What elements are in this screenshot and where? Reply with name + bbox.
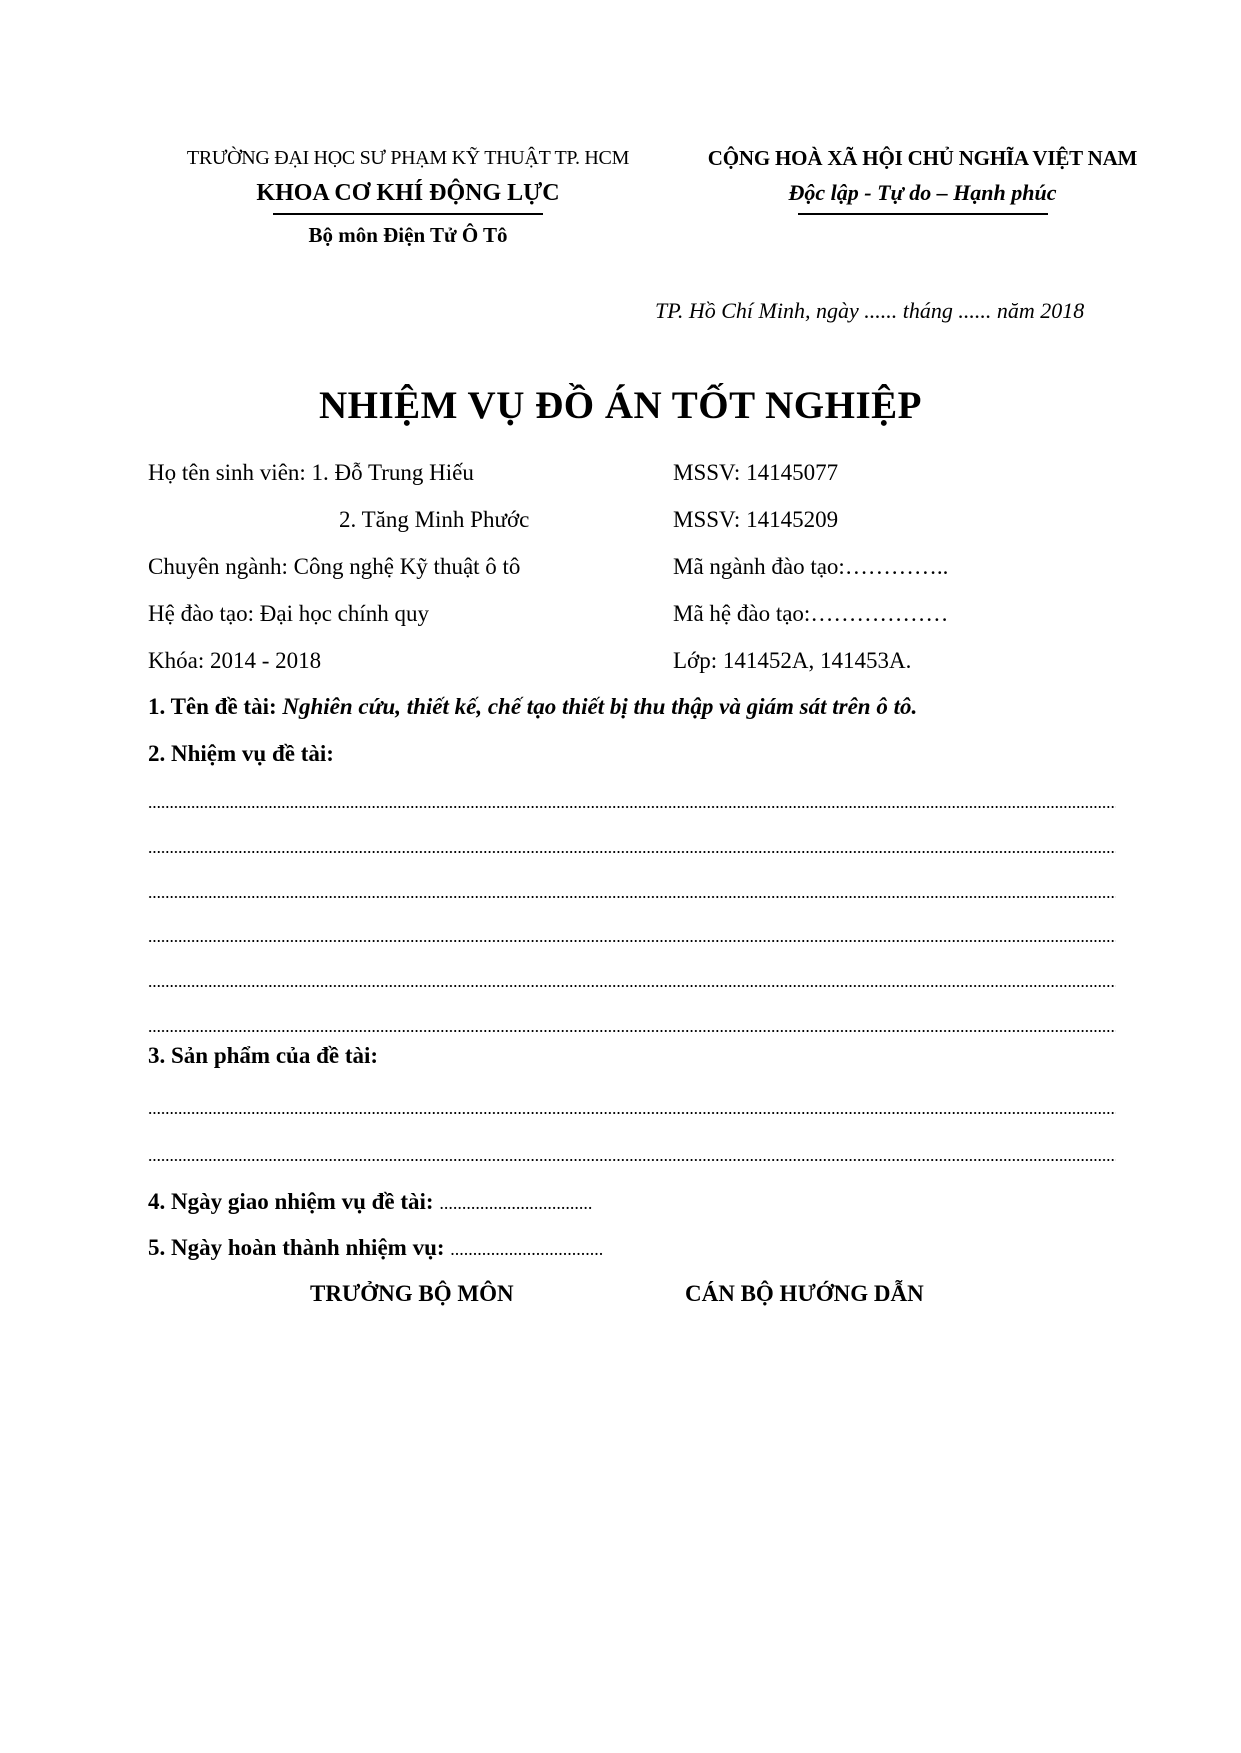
mssv-1: MSSV: 14145077 — [673, 460, 839, 485]
section-2-label: 2. Nhiệm vụ đề tài: — [148, 741, 334, 766]
task-line-3 — [148, 896, 1116, 899]
signature-head-of-department: TRƯỞNG BỘ MÔN — [310, 1281, 514, 1306]
task-line-4 — [148, 940, 1116, 943]
university-name: TRƯỜNG ĐẠI HỌC SƯ PHẠM KỸ THUẬT TP. HCM — [186, 147, 630, 169]
task-line-1 — [148, 806, 1116, 809]
section-5-value: .................................. — [450, 1239, 604, 1259]
header-left — [148, 143, 668, 255]
country-name: CỘNG HOÀ XÃ HỘI CHỦ NGHĨA VIỆT NAM — [707, 146, 1138, 170]
document-title: NHIỆM VỤ ĐỒ ÁN TỐT NGHIỆP — [318, 384, 922, 427]
section-5-label: 5. Ngày hoàn thành nhiệm vụ: — [148, 1235, 451, 1260]
student-1: Họ tên sinh viên: 1. Đỗ Trung Hiếu — [148, 460, 474, 485]
task-line-6 — [148, 1030, 1116, 1033]
signature-supervisor: CÁN BỘ HƯỚNG DẪN — [685, 1281, 924, 1306]
section-1-value: Nghiên cứu, thiết kế, chế tạo thiết bị thu thập và giám sát trên ô tô. — [282, 694, 918, 719]
major-code: Mã ngành đào tạo:………….. — [673, 554, 949, 579]
section-1-label: 1. Tên đề tài: — [148, 694, 283, 719]
mssv-2: MSSV: 14145209 — [673, 507, 839, 532]
header-right — [690, 143, 1155, 215]
section-4-assign-date — [148, 1189, 592, 1215]
section-4-value: .................................. — [439, 1193, 593, 1213]
section-4-label: 4. Ngày giao nhiệm vụ đề tài: — [148, 1189, 440, 1214]
section-5-complete-date — [148, 1235, 603, 1261]
motto-underline — [798, 213, 1048, 215]
training-system: Hệ đào tạo: Đại học chính quy — [148, 601, 430, 626]
section-3-label: 3. Sản phẩm của đề tài: — [148, 1043, 379, 1068]
product-line-2 — [148, 1159, 1116, 1162]
national-motto: Độc lập - Tự do – Hạnh phúc — [788, 180, 1057, 205]
system-code: Mã hệ đào tạo:……………… — [673, 601, 949, 626]
student-2: 2. Tăng Minh Phước — [339, 507, 530, 532]
department-name: Bộ môn Điện Tử Ô Tô — [308, 223, 508, 247]
class: Lớp: 141452A, 141453A. — [673, 648, 912, 673]
major: Chuyên ngành: Công nghệ Kỹ thuật ô tô — [148, 554, 521, 579]
task-line-5 — [148, 985, 1116, 988]
section-1-topic — [148, 694, 917, 720]
date-line: TP. Hồ Chí Minh, ngày ...... tháng ...... năm 2018 — [655, 298, 1085, 323]
faculty-name: KHOA CƠ KHÍ ĐỘNG LỰC — [256, 180, 560, 206]
product-line-1 — [148, 1112, 1116, 1115]
course: Khóa: 2014 - 2018 — [148, 648, 322, 673]
task-line-2 — [148, 851, 1116, 854]
